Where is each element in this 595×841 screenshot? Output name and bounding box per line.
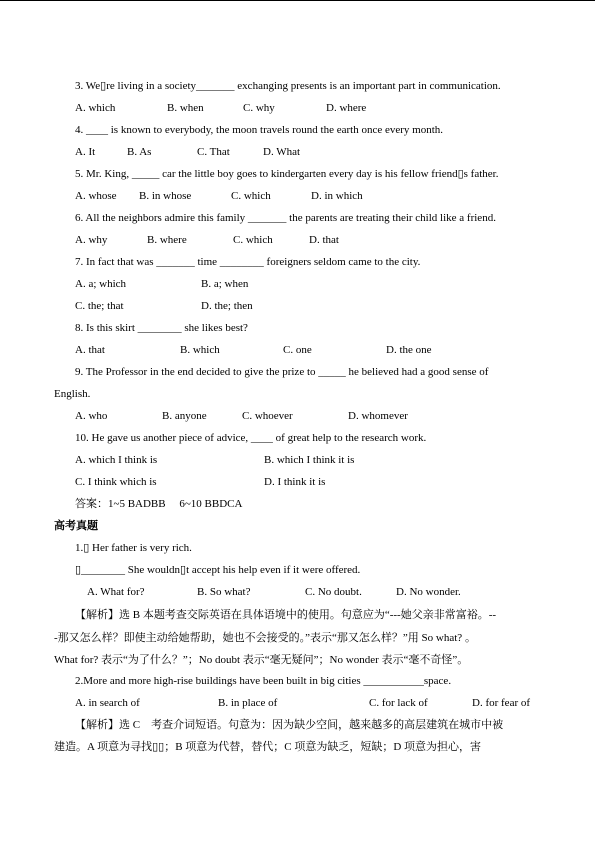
question-4-stem: 4. ____ is known to everybody, the moon travels round the earth once every month.: [75, 124, 444, 136]
question-9-option-d: D. whomever: [348, 410, 408, 422]
question-10-option-b: B. which I think it is: [264, 454, 355, 466]
question-9-option-a: A. who: [75, 410, 108, 422]
answer-key: 答案：1~5 BADBB 6~10 BBDCA: [75, 498, 243, 510]
question-8-stem: 8. Is this skirt ________ she likes best?: [75, 322, 248, 334]
question-7-option-a: A. a; which: [75, 278, 127, 290]
question-4-option-a: A. It: [75, 146, 96, 158]
question-10-option-c: C. I think which is: [75, 476, 157, 488]
gaokao-1-option-d: D. No wonder.: [396, 586, 461, 598]
gaokao-1-option-c: C. No doubt.: [305, 586, 362, 598]
gaokao-2-option-d: D. for fear of: [472, 697, 531, 709]
gaokao-2-option-a: A. in search of: [75, 697, 140, 709]
question-9-option-b: B. anyone: [162, 410, 207, 422]
question-6-option-c: C. which: [233, 234, 273, 246]
gaokao-2-stem: 2.More and more high-rise buildings have been built in big cities ___________space.: [75, 675, 452, 687]
section-title: 高考真题: [54, 520, 98, 532]
gaokao-2-option-c: C. for lack of: [369, 697, 428, 709]
question-7-option-c: C. the; that: [75, 300, 124, 312]
question-7-stem: 7. In fact that was _______ time ________ foreigners seldom came to the city.: [75, 256, 421, 268]
question-10-option-d: D. I think it is: [264, 476, 326, 488]
page-top-rule: [0, 0, 595, 1]
question-6-option-b: B. where: [147, 234, 187, 246]
question-3-stem: 3. We▯re living in a society_______ exchanging presents is an important part in communication.: [75, 80, 501, 92]
question-5-option-c: C. which: [231, 190, 271, 202]
question-10-stem: 10. He gave us another piece of advice, ____ of great help to the research work.: [75, 432, 427, 444]
gaokao-2-option-b: B. in place of: [218, 697, 278, 709]
gaokao-1-line1: 1.▯ Her father is very rich.: [75, 542, 192, 554]
gaokao-1-analysis-line3: What for? 表示“为了什么？”；No doubt 表示“毫无疑问”；No wonder 表示“毫不奇怪”。: [54, 654, 469, 666]
question-5-option-d: D. in which: [311, 190, 363, 202]
gaokao-1-option-a: A. What for?: [87, 586, 145, 598]
question-8-option-d: D. the one: [386, 344, 432, 356]
gaokao-1-option-b: B. So what?: [197, 586, 251, 598]
question-6-option-a: A. why: [75, 234, 108, 246]
question-4-option-d: D. What: [263, 146, 301, 158]
question-7-option-d: D. the; then: [201, 300, 253, 312]
question-8-option-a: A. that: [75, 344, 105, 356]
question-10-option-a: A. which I think is: [75, 454, 158, 466]
gaokao-2-analysis-line2: 建造。A 项意为寻找▯▯；B 项意为代替，替代；C 项意为缺乏，短缺；D 项意为担心，害: [54, 741, 482, 753]
question-8-option-b: B. which: [180, 344, 220, 356]
question-4-option-c: C. That: [197, 146, 230, 158]
question-5-stem: 5. Mr. King, _____ car the little boy goes to kindergarten every day is his fellow friend▯s father.: [75, 168, 499, 180]
question-4-option-b: B. As: [127, 146, 152, 158]
question-3-option-c: C. why: [243, 102, 275, 114]
question-6-option-d: D. that: [309, 234, 339, 246]
question-6-stem: 6. All the neighbors admire this family _______ the parents are treating their child like a friend.: [75, 212, 496, 224]
question-9-stem-line2: English.: [54, 388, 91, 400]
gaokao-1-line2: ▯________ She wouldn▯t accept his help even if it were offered.: [75, 564, 361, 576]
question-3-option-a: A. which: [75, 102, 116, 114]
question-5-option-b: B. in whose: [139, 190, 192, 202]
gaokao-2-analysis-line1: 【解析】选 C 考查介词短语。句意为：因为缺少空间，越来越多的高层建筑在城市中被: [75, 719, 504, 731]
question-7-option-b: B. a; when: [201, 278, 249, 290]
gaokao-1-analysis-line1: 【解析】选 B 本题考查交际英语在具体语境中的使用。句意应为“---她父亲非常富裕。--: [75, 609, 497, 621]
question-3-option-b: B. when: [167, 102, 204, 114]
question-9-stem-line1: 9. The Professor in the end decided to give the prize to _____ he believed had a good sense of: [75, 366, 489, 378]
question-5-option-a: A. whose: [75, 190, 117, 202]
question-3-option-d: D. where: [326, 102, 367, 114]
gaokao-1-analysis-line2: -那又怎么样？即使主动给她帮助，她也不会接受的。”表示“那又怎么样？”用 So what? 。: [54, 632, 476, 644]
question-9-option-c: C. whoever: [242, 410, 293, 422]
question-8-option-c: C. one: [283, 344, 312, 356]
